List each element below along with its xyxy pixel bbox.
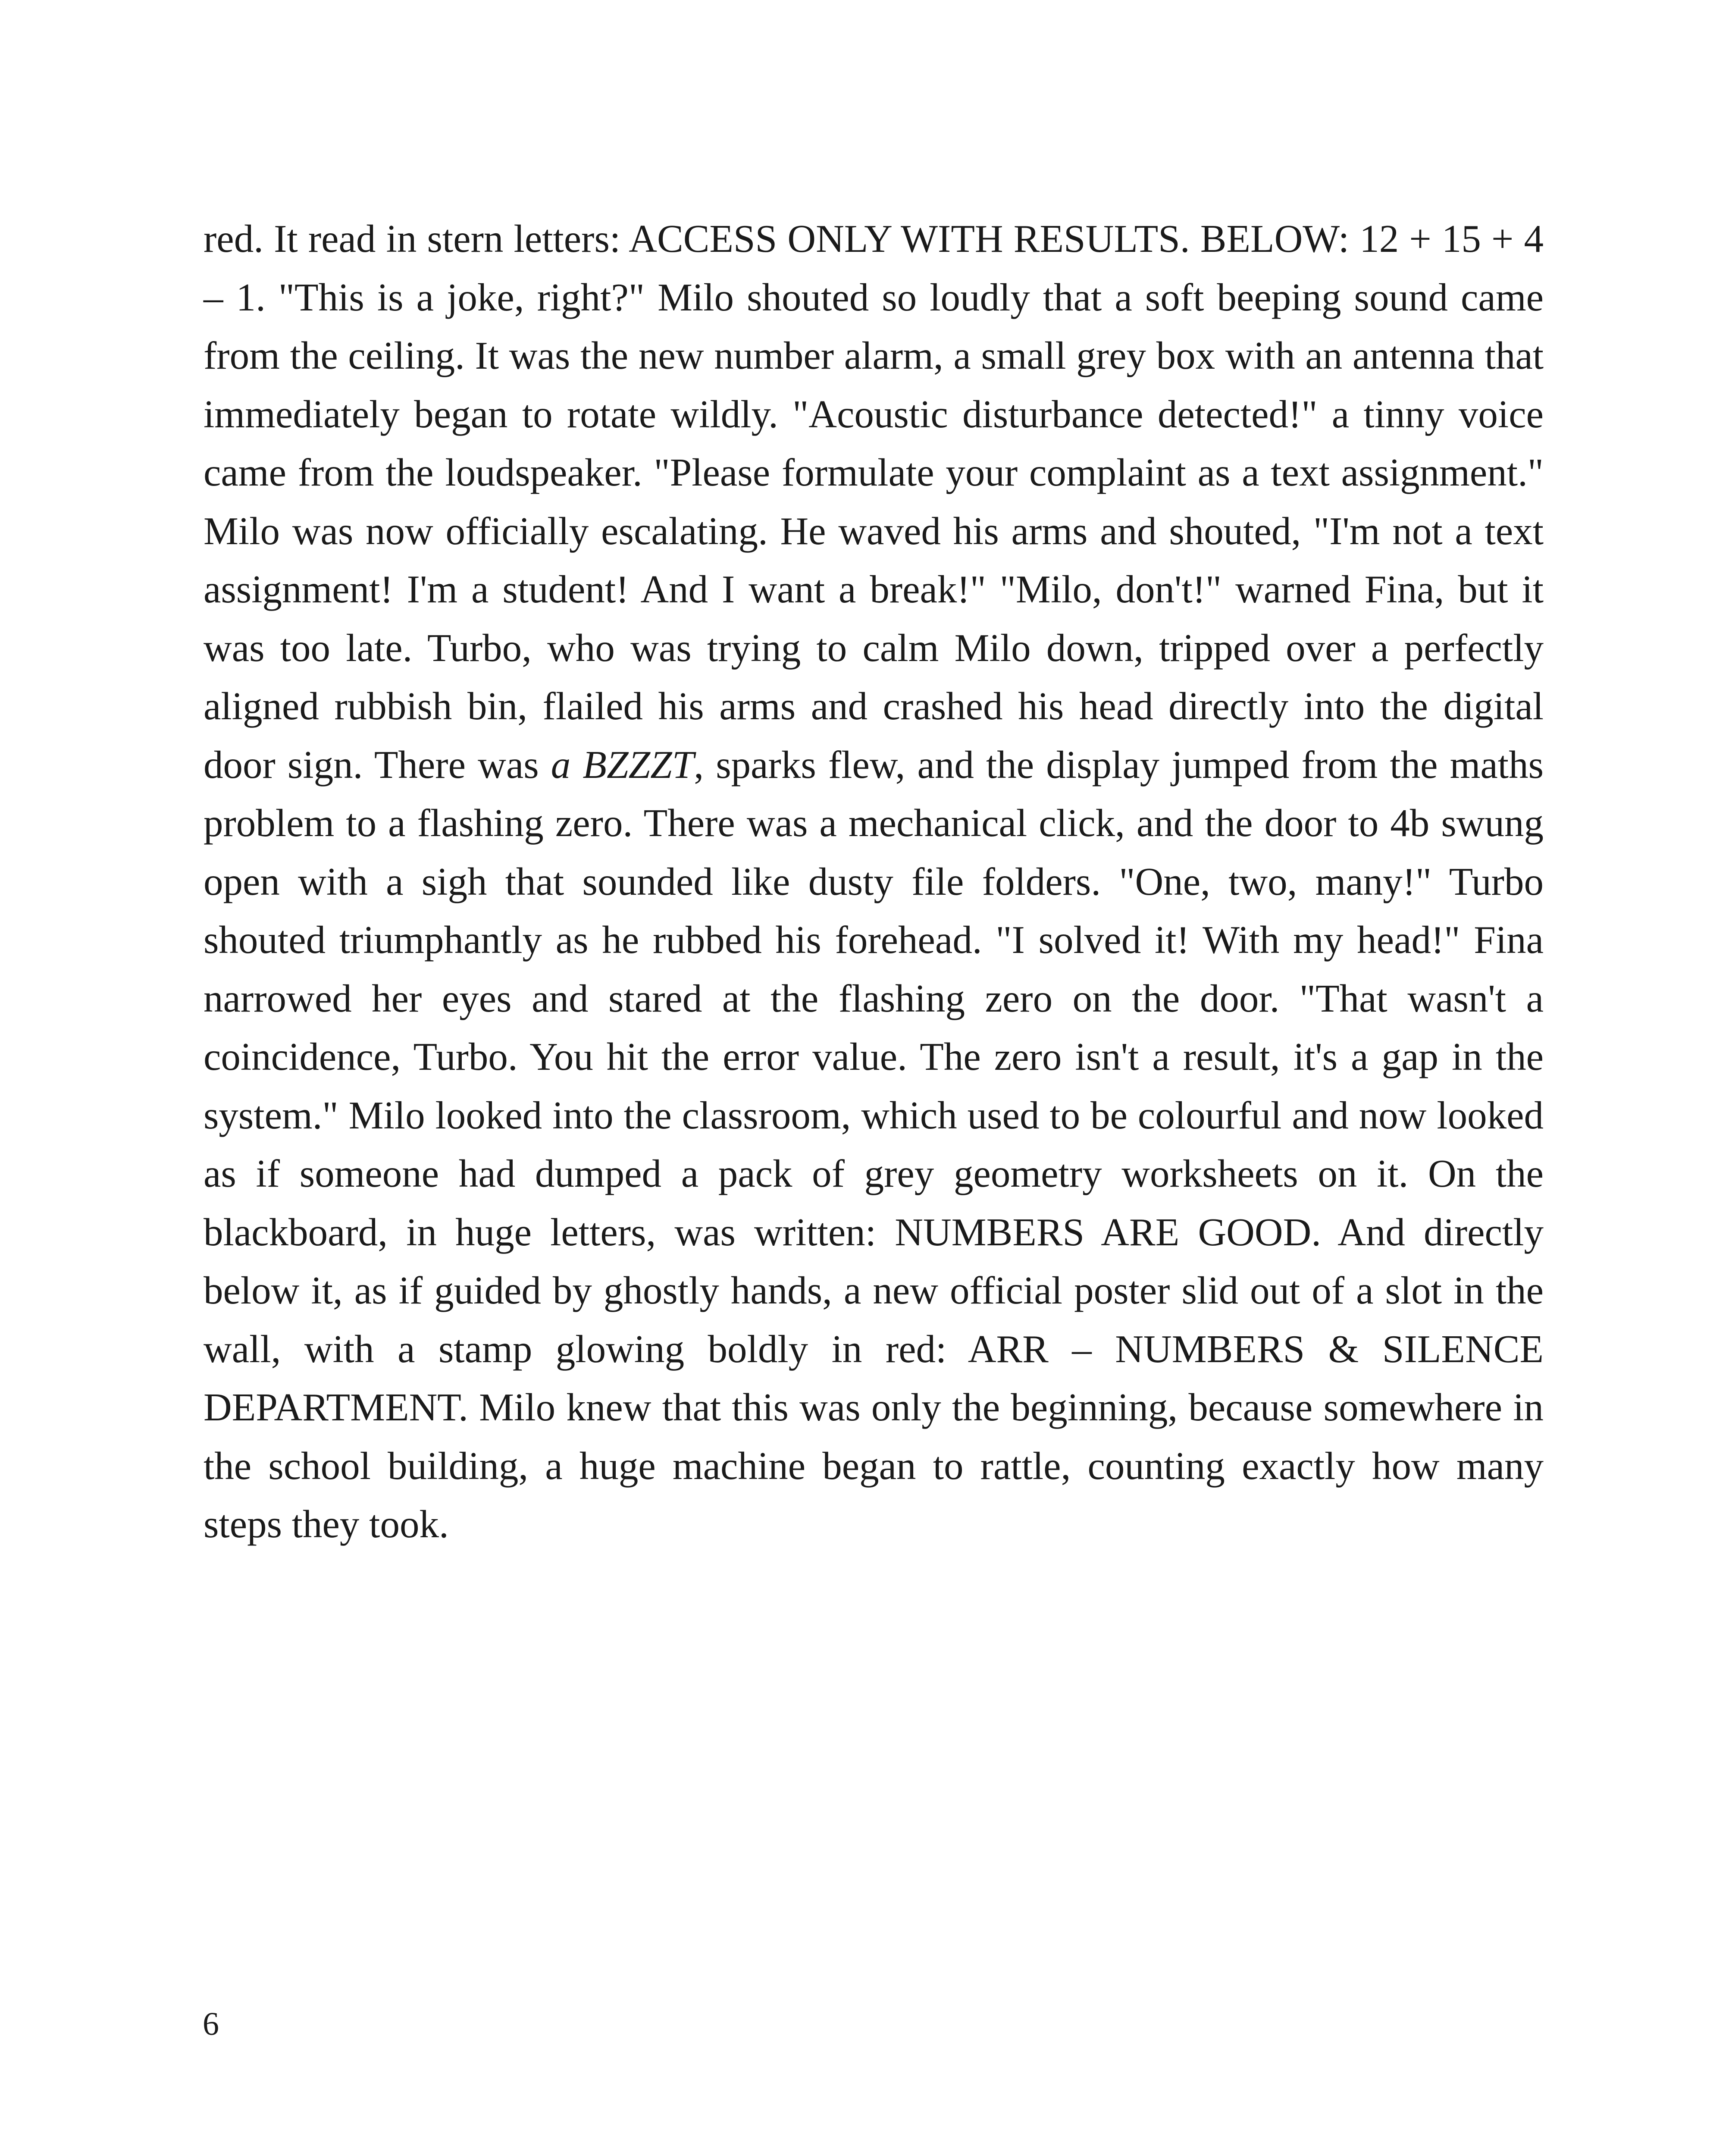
body-paragraph — [204, 210, 1544, 1554]
paragraph-text-end: , sparks flew, and the display jumped from the maths problem to a flashing zero. There was a mechanical click, and the door to 4b swung open with a sigh that sounded like dusty file folders. "One, two, many!" Turbo shouted triumphantly as he rubbed his forehead. "I solved it! With my head!" Fina narrowed her eyes and stared at the flashing zero on the door. "That wasn't a coincidence, Turbo. You hit the error value. The zero isn't a result, it's a gap in the system." Milo looked into the classroom, which used to be colourful and now looked as if someone had dumped a pack of grey geometry worksheets on it. On the blackboard, in huge letters, was written: NUMBERS ARE GOOD. And directly below it, as if guided by ghostly hands, a new official poster slid out of a slot in the wall, with a stamp glowing boldly in red: ARR – NUMBERS & SILENCE DEPARTMENT. Milo knew that this was only the beginning, because somewhere in the school building, a huge machine began to rattle, counting exactly how many steps they took. — [204, 743, 1544, 1546]
page-number: 6 — [203, 2006, 219, 2042]
paragraph-text-start: red. It read in stern letters: ACCESS ONLY WITH RESULTS. BELOW: 12 + 15 + 4 – 1. "This is a joke, right?" Milo shouted so loudly that a soft beeping sound came from the ceiling. It was the new number alarm, a small grey box with an antenna that immediately began to rotate wildly. "Acoustic disturbance detected!" a tinny voice came from the loudspeaker. "Please formulate your complaint as a text assignment." Milo was now officially escalating. He waved his arms and shouted, "I'm not a text assignment! I'm a student! And I want a break!" "Milo, don't!" warned Fina, but it was too late. Turbo, who was trying to calm Milo down, tripped over a perfectly aligned rubbish bin, flailed his arms and crashed his head directly into the digital door sign. There was — [204, 217, 1544, 787]
paragraph-italic-text: a BZZZT — [551, 743, 694, 787]
